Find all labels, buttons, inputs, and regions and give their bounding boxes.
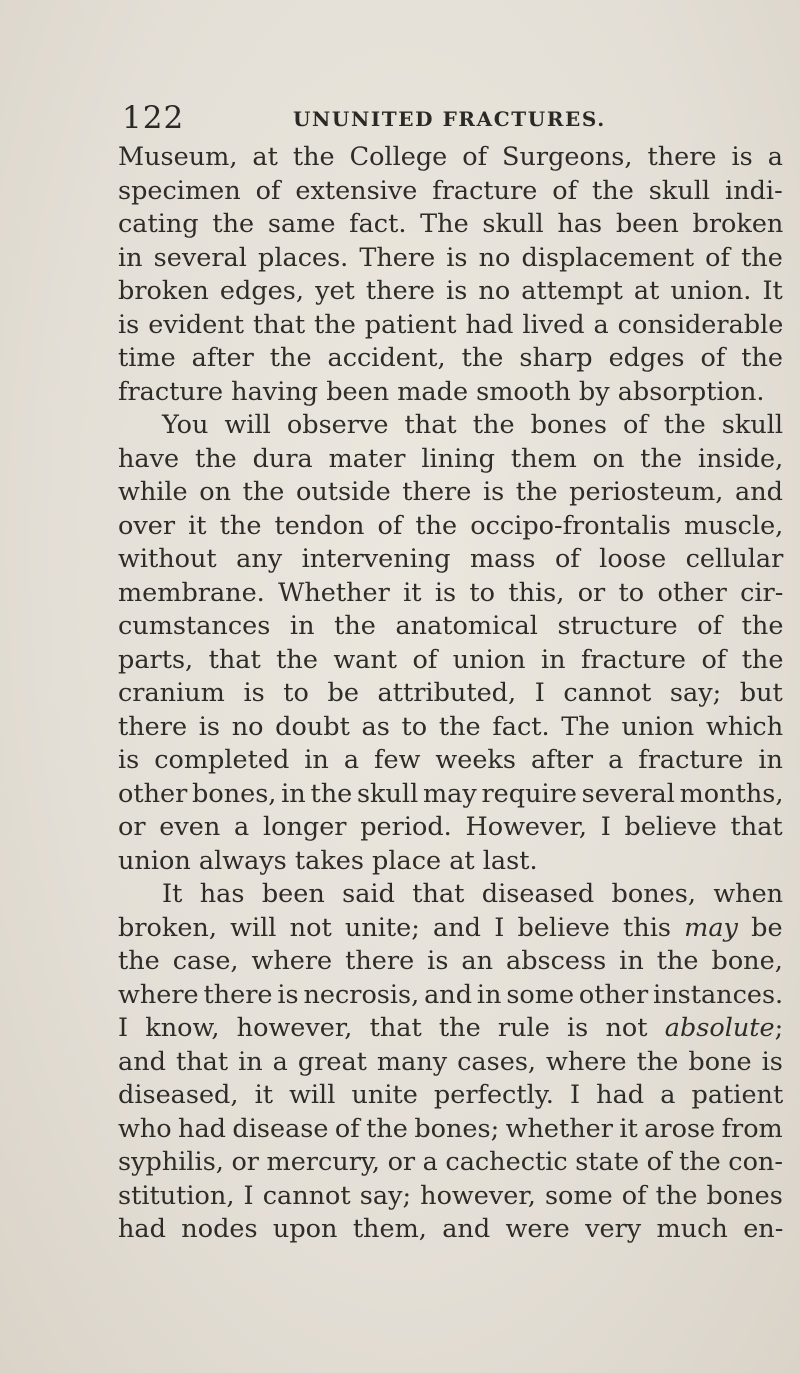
text-line: where there is necrosis, and in some other instances. xyxy=(118,979,784,1010)
text-line: cranium is to be attributed, I cannot say; but xyxy=(118,678,783,708)
text-line: specimen of extensive fracture of the skull indi- xyxy=(118,175,783,206)
text-line: other bones, in the skull may require several months, xyxy=(118,778,784,809)
text-line: have the dura mater lining them on the inside, xyxy=(118,443,784,474)
text-line: I know, however, that the rule is not absolute; xyxy=(118,1013,784,1043)
text-line: cumstances in the anatomical structure of the xyxy=(118,611,784,641)
text-line: cating the same fact. The skull has been broken xyxy=(118,209,784,239)
page-number: 122 xyxy=(122,100,185,136)
text-line: time after the accident, the sharp edges of the xyxy=(118,343,784,373)
text-line: broken edges, yet there is no attempt at union. It xyxy=(118,276,783,306)
text-line: while on the outside there is the periosteum, and xyxy=(118,477,783,507)
text-line: Museum, at the College of Surgeons, there is a xyxy=(118,142,783,172)
text-line: broken, will not unite; and I believe this may be xyxy=(118,912,783,943)
text-line: stitution, I cannot say; however, some of the bones xyxy=(118,1180,783,1211)
text-line: syphilis, or mercury, or a cachectic state of the con- xyxy=(118,1147,783,1177)
text-line: over it the tendon of the occipo-frontalis muscle, xyxy=(118,510,784,541)
text-line: in several places. There is no displacement of the xyxy=(118,242,783,273)
text-line: or even a longer period. However, I believe that xyxy=(118,812,783,842)
text-line: the case, where there is an abscess in the bone, xyxy=(118,946,783,976)
text-line: without any intervening mass of loose cellular xyxy=(118,544,784,574)
text-line: who had disease of the bones; whether it arose from xyxy=(118,1113,783,1144)
running-title: UNUNITED FRACTURES. xyxy=(293,107,606,131)
text-line: union always takes place at last. xyxy=(118,845,538,876)
text-line: is evident that the patient had lived a considerable xyxy=(118,309,784,340)
paragraph-start-line: It has been said that diseased bones, when xyxy=(162,879,784,909)
text-line: fracture having been made smooth by absorption. xyxy=(118,376,765,407)
text-line: diseased, it will unite perfectly. I had a patient xyxy=(118,1080,784,1110)
text-line: there is no doubt as to the fact. The union which xyxy=(118,711,784,742)
text-line: parts, that the want of union in fracture of the xyxy=(118,644,784,675)
text-line: is completed in a few weeks after a fracture in xyxy=(118,745,783,775)
text-line: membrane. Whether it is to this, or to other cir- xyxy=(118,577,784,608)
paragraph-start-line: You will observe that the bones of the skull xyxy=(162,410,784,440)
page-header xyxy=(122,100,762,140)
body-text xyxy=(118,141,783,1247)
text-line: and that in a great many cases, where the bone is xyxy=(118,1046,783,1077)
text-line: had nodes upon them, and were very much en- xyxy=(118,1214,784,1244)
